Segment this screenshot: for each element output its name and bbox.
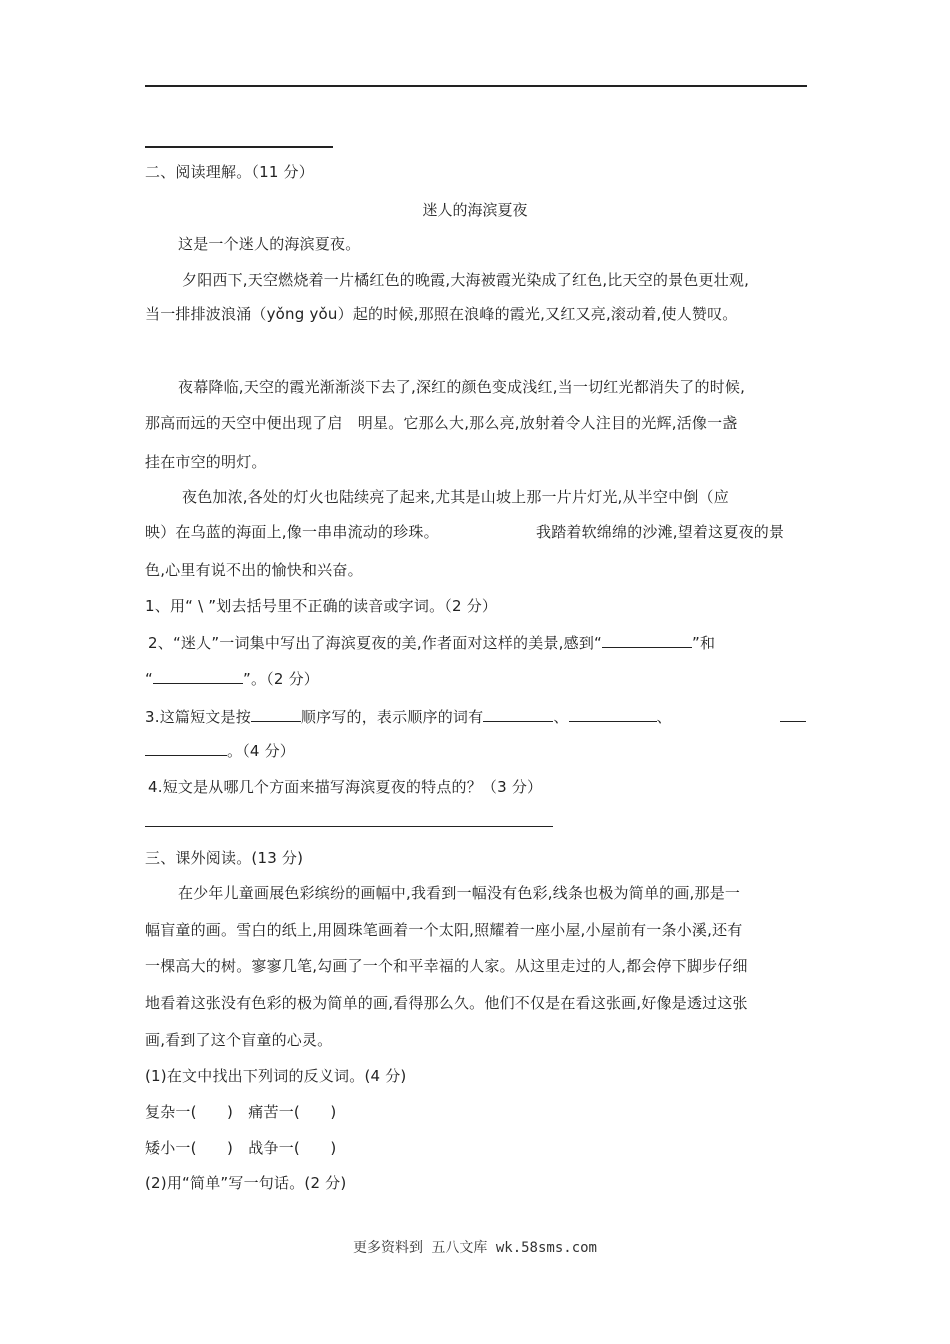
question-2-text: 2、“迷人”一词集中写出了海滨夏夜的美,作者面对这样的美景,感到“ [148,634,602,652]
passage-line: 映）在乌蓝的海面上,像一串串流动的珍珠。 [145,523,439,541]
question-1: 1、用“ \ ”划去括号里不正确的读音或字词。（2 分） [145,597,498,615]
answer-blank[interactable] [251,706,301,722]
passage-title: 迷人的海滨夏夜 [422,201,528,219]
passage-line: 挂在市空的明灯。 [145,453,267,471]
question-3-text: 、 [553,708,569,726]
question-2-cont [145,668,810,689]
passage-line: 夜色加浓,各处的灯火也陆续亮了起来,尤其是山坡上那一片片灯光,从半空中倒（应 [182,488,729,506]
question-4: 4.短文是从哪几个方面来描写海滨夏夜的特点的？（3 分） [148,778,543,796]
passage-line: 地看着这张没有色彩的极为简单的画,看得那么久。他们不仅是在看这张画,好像是透过这张 [145,994,748,1012]
question-3-text: 、 [656,708,672,726]
antonym-row: 矮小一( ) 战争一( ) [145,1139,337,1157]
question-3-text: 。（4 分） [227,742,296,760]
section3-heading: 三、课外阅读。(13 分) [145,849,304,867]
passage-line: 一棵高大的树。寥寥几笔,勾画了一个和平幸福的人家。从这里走过的人,都会停下脚步仔细 [145,957,748,975]
question-3-text: 顺序写的，表示顺序的词有 [300,708,484,726]
passage-line: 当一排排波浪涌（yǒng yǒu）起的时候,那照在浪峰的霞光,又红又亮,滚动着,使人赞叹。 [145,305,738,323]
passage-line: 我踏着软绵绵的沙滩,望着这夏夜的景 [536,523,785,541]
passage-line: 幅盲童的画。雪白的纸上,用圆珠笔画着一个太阳,照耀着一座小屋,小屋前有一条小溪,还有 [145,921,743,939]
question-2-text: “ [145,670,153,688]
question-2-text: ”和 [692,634,716,652]
passage-line: 色,心里有说不出的愉快和兴奋。 [145,561,363,579]
short-answer-line [145,146,333,148]
answer-blank[interactable] [602,632,692,648]
passage-line: 这是一个迷人的海滨夏夜。 [178,235,361,253]
passage-line: 夜幕降临,天空的霞光渐渐淡下去了,深红的颜色变成浅红,当一切红光都消失了的时候, [178,378,746,396]
answer-blank[interactable] [780,706,806,722]
answer-blank[interactable] [145,740,227,756]
answer-blank[interactable] [569,706,657,722]
section3-question-1: (1)在文中找出下列词的反义词。(4 分) [145,1067,407,1085]
answer-blank[interactable] [153,668,243,684]
question-2 [148,632,813,653]
antonym-row: 复杂一( ) 痛苦一( ) [145,1103,337,1121]
question-2-text: ”。（2 分） [242,670,319,688]
question-3-text: 3.这篇短文是按 [145,708,251,726]
section2-heading: 二、阅读理解。（11 分） [145,163,314,181]
question-4-answer-line[interactable] [145,826,553,827]
passage-line: 那高而远的天空中便出现了启 明星。它那么大,那么亮,放射着令人注目的光辉,活像一盏 [145,414,738,432]
question-3-cont [145,740,810,761]
answer-blank[interactable] [483,706,553,722]
question-3 [145,706,810,727]
section3-question-2: (2)用“简单”写一句话。(2 分) [145,1174,347,1192]
passage-line: 夕阳西下,天空燃烧着一片橘红色的晚霞,大海被霞光染成了红色,比天空的景色更壮观, [182,271,750,289]
passage-line: 画,看到了这个盲童的心灵。 [145,1031,333,1049]
passage-line: 在少年儿童画展色彩缤纷的画幅中,我看到一幅没有色彩,线条也极为简单的画,那是一 [178,884,741,902]
top-answer-line [145,85,807,87]
footer-source: 更多资料到 五八文库 wk.58sms.com [352,1240,597,1256]
